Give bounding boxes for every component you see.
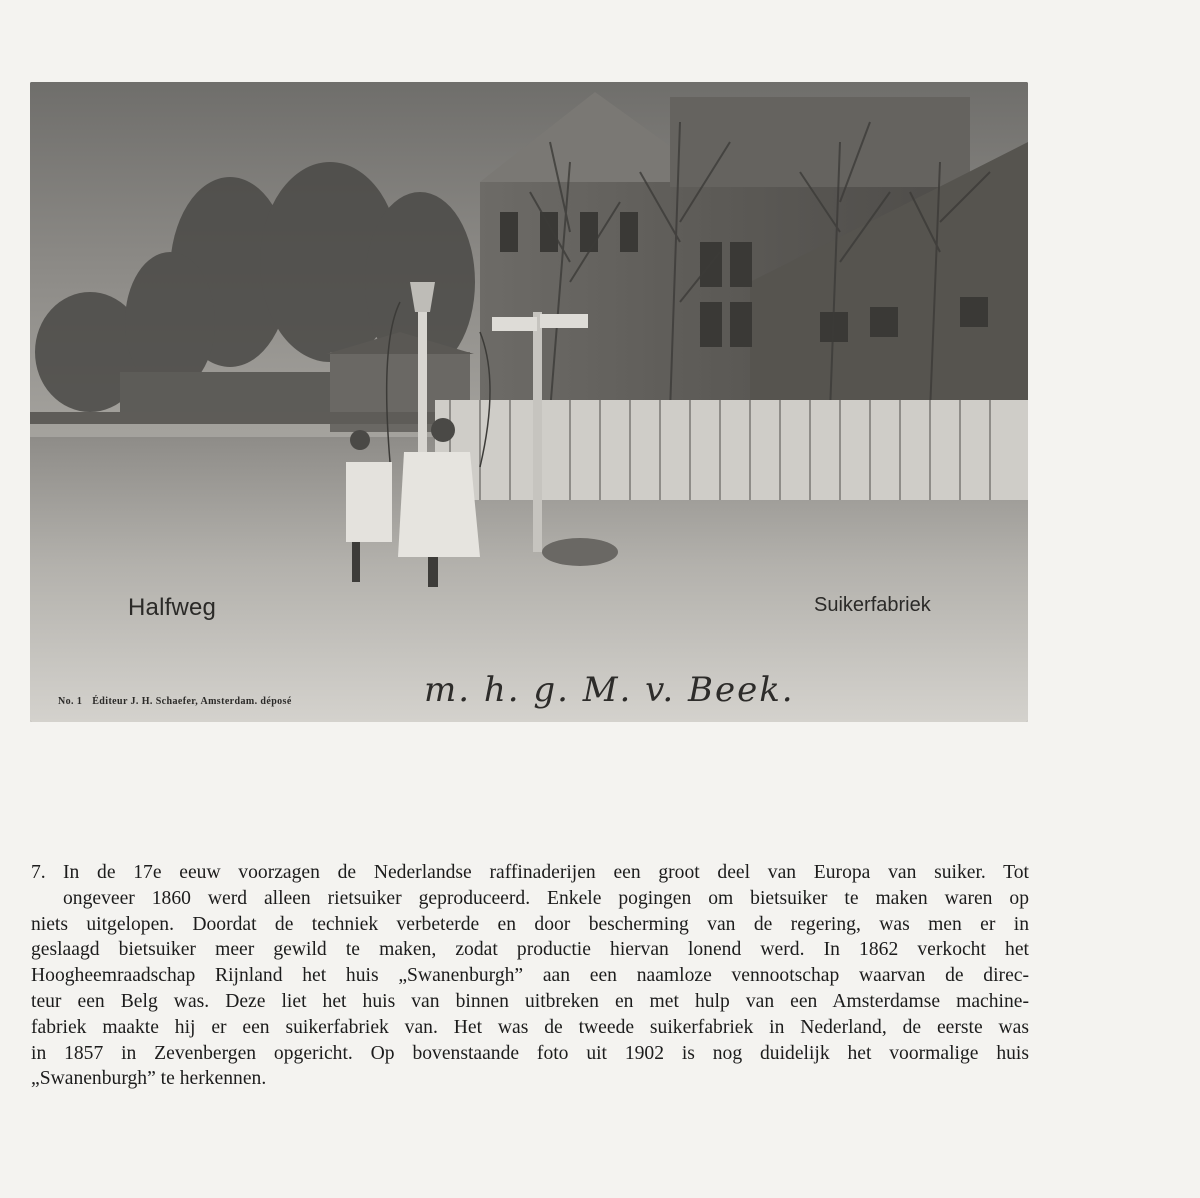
text-line-6: teur een Belg was. Deze liet het huis van binnen uitbreken en met hulp van een Amsterdamse machine-: [31, 990, 1029, 1012]
text-line-8: in 1857 in Zevenbergen opgericht. Op bovenstaande foto uit 1902 is nog duidelijk het voormalige huis: [31, 1042, 1029, 1064]
publisher-number: No. 1: [58, 696, 83, 707]
text-line-7: fabriek maakte hij er een suikerfabriek van. Het was de tweede suikerfabriek in Nederland, de eerste was: [31, 1016, 1029, 1038]
text-line-1: 7. In de 17e eeuw voorzagen de Nederlandse raffinaderijen een groot deel van Europa van suiker. Tot: [31, 860, 1029, 886]
publisher-credit: [58, 696, 302, 707]
text-line-9: „Swanenburgh” te herkennen.: [31, 1068, 267, 1090]
caption-halfweg: Halfweg: [128, 594, 217, 621]
photo-scene-image: [30, 82, 1028, 722]
body-text: [31, 860, 1029, 1092]
handwritten-signature: m. h. g. M. v. Beek.: [424, 670, 795, 710]
text-line-3: niets uitgelopen. Doordat de techniek verbeterde en door bescherming van de regering, was men er in: [31, 913, 1029, 935]
text-line-4: geslaagd bietsuiker meer gewild te maken, zodat productie hiervan lonend werd. In 1862 verkocht het: [31, 939, 1029, 961]
text-line-2: ongeveer 1860 werd alleen rietsuiker geproduceerd. Enkele pogingen om bietsuiker te maken waren op: [63, 887, 1029, 909]
paragraph-number: 7.: [31, 862, 46, 883]
text-line-5: Hoogheemraadschap Rijnland het huis „Swanenburgh” aan een naamloze vennootschap waarvan de direc-: [31, 965, 1029, 987]
postcard-photo: [30, 82, 1028, 722]
publisher-text: Éditeur J. H. Schaefer, Amsterdam. déposé: [92, 696, 292, 707]
caption-suikerfabriek: Suikerfabriek: [814, 594, 931, 616]
